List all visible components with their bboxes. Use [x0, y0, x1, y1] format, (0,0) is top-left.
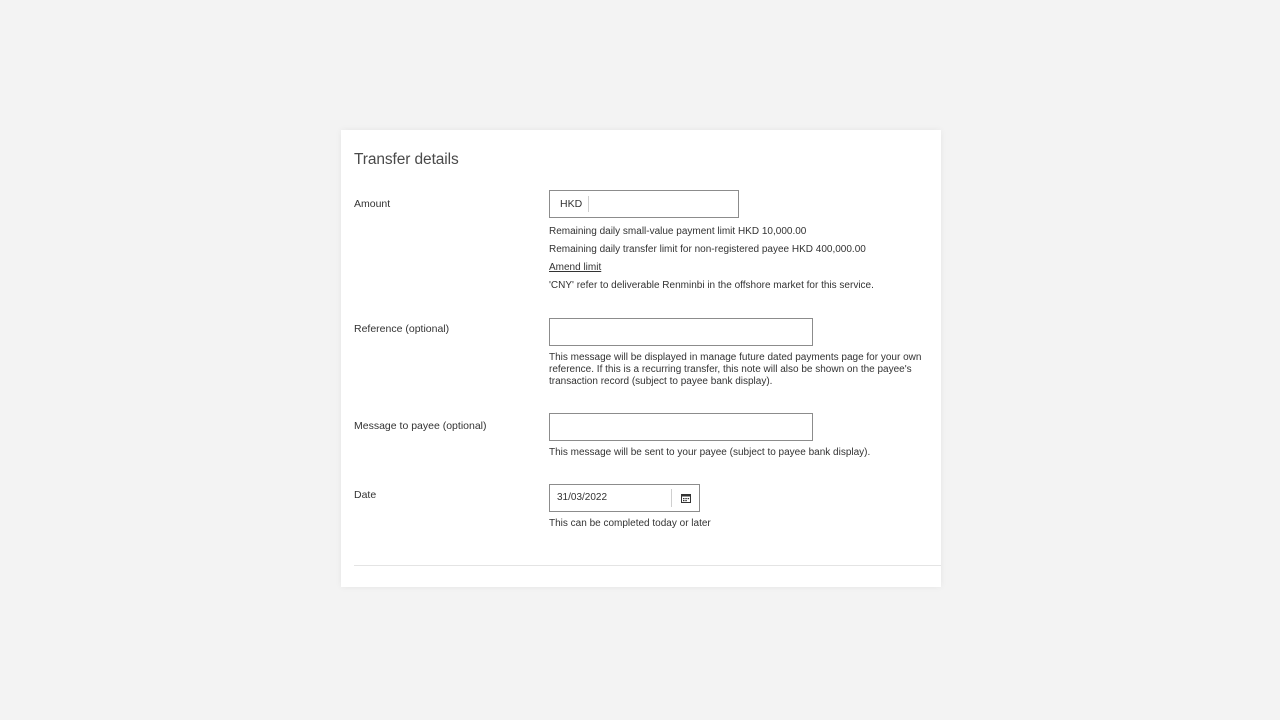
reference-helper: This message will be displayed in manage future dated payments page for your own reference. If this is a recurring transfer, this note will also be shown on the payee's transaction record (subject to payee bank display). [549, 352, 922, 387]
amount-field[interactable] [549, 190, 739, 218]
date-value[interactable]: 31/03/2022 [557, 492, 608, 503]
currency-divider [588, 196, 589, 212]
message-helper: This message will be sent to your payee (subject to payee bank display). [549, 447, 871, 458]
message-input[interactable] [549, 413, 813, 441]
amount-label: Amount [354, 198, 391, 210]
reference-label: Reference (optional) [354, 323, 450, 335]
date-helper: This can be completed today or later [549, 518, 711, 529]
date-field[interactable] [549, 484, 700, 512]
non-registered-limit-text: Remaining daily transfer limit for non-registered payee HKD 400,000.00 [549, 244, 866, 255]
reference-input[interactable] [549, 318, 813, 346]
transfer-details-card [341, 130, 941, 587]
amend-limit-link[interactable]: Amend limit [549, 262, 602, 273]
message-label: Message to payee (optional) [354, 420, 487, 432]
calendar-icon [681, 493, 691, 503]
section-title: Transfer details [354, 151, 459, 168]
amount-input[interactable] [592, 193, 736, 217]
date-label: Date [354, 489, 377, 501]
cny-note: 'CNY' refer to deliverable Renminbi in the offshore market for this service. [549, 280, 874, 291]
section-divider [354, 565, 941, 566]
calendar-button[interactable] [672, 485, 699, 511]
currency-code: HKD [560, 198, 583, 210]
small-value-limit-text: Remaining daily small-value payment limit HKD 10,000.00 [549, 226, 807, 237]
